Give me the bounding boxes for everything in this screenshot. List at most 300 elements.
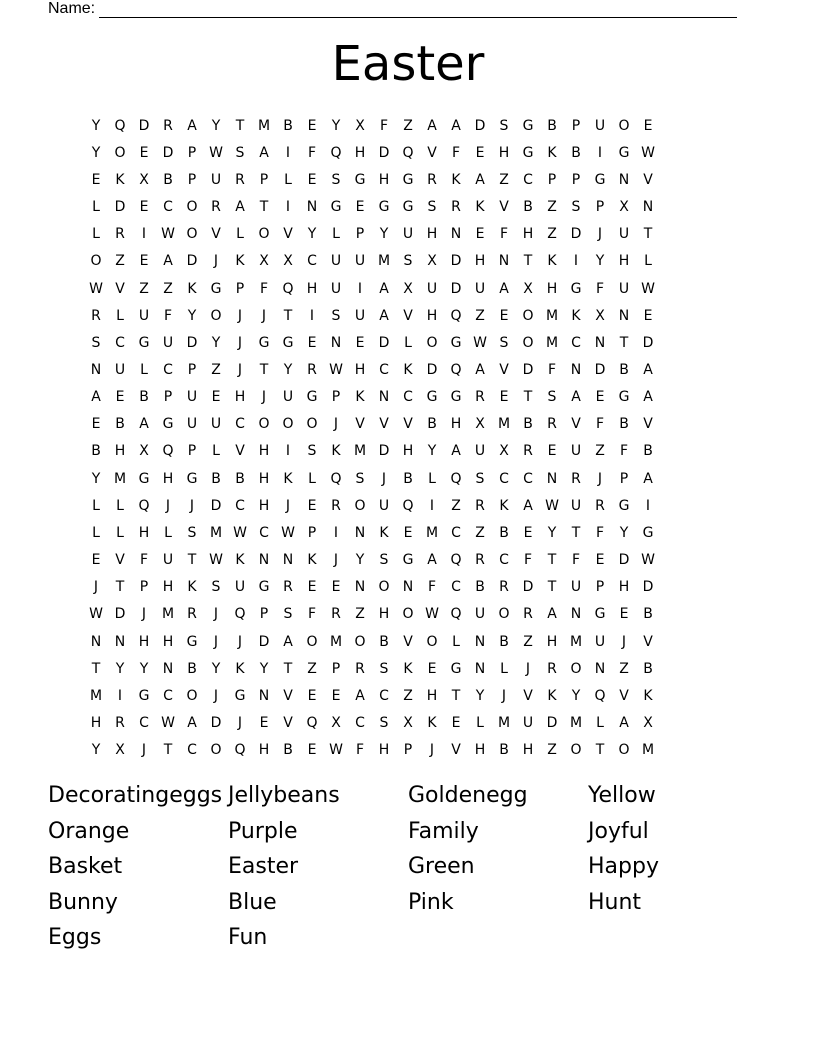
grid-letter: G (618, 497, 630, 514)
grid-letter: F (139, 552, 149, 569)
grid-letter: R (523, 606, 533, 623)
grid-letter: Q (330, 470, 342, 487)
grid-letter: N (114, 633, 126, 650)
word-list-item: Yellow (588, 783, 656, 808)
grid-letter: X (499, 443, 509, 460)
grid-letter: G (426, 389, 438, 406)
grid-letter: L (116, 307, 124, 324)
grid-letter: J (213, 633, 219, 650)
grid-letter: H (546, 280, 558, 297)
grid-row (84, 193, 732, 220)
grid-letter: A (379, 280, 389, 297)
grid-letter: J (333, 416, 339, 433)
grid-letter: J (597, 470, 603, 487)
grid-letter: X (643, 715, 653, 732)
grid-letter: I (141, 226, 147, 243)
word-list-item: Hunt (588, 889, 642, 915)
grid-row (84, 112, 732, 139)
grid-letter: L (116, 497, 124, 514)
grid-letter: V (115, 280, 125, 297)
grid-letter: E (475, 226, 485, 243)
grid-letter: F (595, 280, 605, 297)
word-list-item: Purple (228, 818, 298, 844)
grid-letter: D (642, 579, 654, 596)
grid-letter: C (523, 470, 533, 487)
grid-letter: Q (450, 606, 462, 623)
grid-letter: E (91, 171, 101, 188)
grid-letter: U (330, 253, 342, 270)
grid-letter: W (161, 226, 175, 243)
grid-letter: K (235, 253, 245, 270)
grid-letter: L (404, 334, 412, 351)
grid-letter: N (354, 579, 366, 596)
grid-letter: V (643, 416, 653, 433)
grid-letter: A (643, 389, 653, 406)
grid-letter: U (210, 171, 222, 188)
grid-row (84, 302, 732, 329)
grid-letter: S (379, 660, 389, 677)
grid-letter: J (141, 606, 147, 623)
grid-letter: U (138, 307, 150, 324)
grid-letter: C (139, 715, 149, 732)
grid-letter: G (450, 334, 462, 351)
grid-letter: H (450, 416, 462, 433)
grid-letter: W (89, 280, 103, 297)
grid-letter: E (499, 389, 509, 406)
grid-letter: D (378, 443, 390, 460)
grid-letter: M (569, 715, 583, 732)
grid-letter: L (596, 715, 604, 732)
grid-row (84, 329, 732, 356)
grid-letter: L (164, 524, 172, 541)
grid-letter: A (643, 470, 653, 487)
grid-letter: J (237, 715, 243, 732)
grid-letter: K (235, 660, 245, 677)
grid-letter: J (261, 307, 267, 324)
grid-letter: V (571, 416, 581, 433)
grid-letter: E (475, 144, 485, 161)
grid-letter: C (115, 334, 125, 351)
grid-letter: E (307, 687, 317, 704)
grid-letter: W (641, 280, 655, 297)
grid-row (84, 492, 732, 519)
grid-letter: Z (619, 660, 629, 677)
grid-letter: Q (234, 742, 246, 759)
grid-letter: U (570, 579, 582, 596)
grid-letter: G (354, 171, 366, 188)
grid-letter: P (259, 606, 269, 623)
grid-letter: L (236, 226, 244, 243)
grid-letter: D (546, 715, 558, 732)
grid-letter: U (378, 497, 390, 514)
grid-letter: D (522, 361, 534, 378)
grid-letter: W (641, 552, 655, 569)
grid-letter: R (283, 579, 293, 596)
grid-letter: A (427, 552, 437, 569)
grid-letter: N (306, 199, 318, 216)
grid-letter: V (403, 633, 413, 650)
grid-letter: V (619, 687, 629, 704)
grid-letter: H (522, 742, 534, 759)
word-list-item: Happy (588, 854, 659, 879)
grid-letter: O (522, 307, 534, 324)
grid-letter: E (331, 579, 341, 596)
grid-letter: H (546, 633, 558, 650)
grid-letter: Y (283, 361, 293, 378)
grid-letter: B (91, 443, 101, 460)
grid-letter: C (307, 253, 317, 270)
grid-letter: V (499, 199, 509, 216)
grid-letter: T (283, 307, 293, 324)
grid-letter: K (379, 524, 389, 541)
grid-letter: N (282, 552, 294, 569)
grid-letter: U (474, 443, 486, 460)
grid-letter: R (475, 497, 485, 514)
grid-letter: J (621, 633, 627, 650)
grid-letter: C (571, 334, 581, 351)
grid-letter: U (186, 416, 198, 433)
grid-letter: Z (475, 307, 485, 324)
grid-letter: U (354, 307, 366, 324)
grid-letter: H (162, 633, 174, 650)
grid-letter: L (92, 497, 100, 514)
grid-letter: V (499, 361, 509, 378)
grid-letter: O (186, 226, 198, 243)
grid-letter: M (329, 633, 343, 650)
grid-letter: Y (355, 552, 365, 569)
grid-letter: T (619, 334, 629, 351)
grid-letter: N (378, 389, 390, 406)
grid-letter: H (618, 579, 630, 596)
grid-letter: V (211, 226, 221, 243)
grid-letter: G (330, 199, 342, 216)
grid-letter: E (139, 199, 149, 216)
grid-letter: S (403, 253, 413, 270)
grid-letter: Y (307, 226, 317, 243)
grid-letter: S (427, 199, 437, 216)
grid-letter: U (618, 280, 630, 297)
grid-letter: P (571, 171, 581, 188)
grid-letter: Y (91, 470, 101, 487)
grid-letter: E (307, 497, 317, 514)
word-list-item: Decoratingeggs (48, 783, 223, 808)
grid-letter: W (233, 524, 247, 541)
grid-row (84, 356, 732, 383)
grid-letter: T (451, 687, 461, 704)
grid-letter: U (618, 226, 630, 243)
grid-letter: K (547, 253, 557, 270)
grid-letter: Y (211, 660, 221, 677)
grid-letter: F (451, 144, 461, 161)
grid-letter: Z (595, 443, 605, 460)
grid-letter: L (92, 226, 100, 243)
grid-letter: H (306, 280, 318, 297)
grid-letter: S (499, 117, 509, 134)
grid-letter: E (595, 389, 605, 406)
grid-letter: U (114, 361, 126, 378)
grid-letter: D (378, 334, 390, 351)
grid-letter: G (402, 199, 414, 216)
grid-letter: A (427, 117, 437, 134)
grid-letter: M (641, 742, 655, 759)
grid-letter: L (500, 660, 508, 677)
grid-letter: C (163, 361, 173, 378)
grid-letter: E (403, 524, 413, 541)
grid-letter: Q (450, 307, 462, 324)
grid-letter: L (92, 524, 100, 541)
grid-letter: N (162, 660, 174, 677)
grid-letter: M (161, 606, 175, 623)
grid-letter: F (571, 552, 581, 569)
grid-letter: A (259, 144, 269, 161)
grid-letter: L (140, 361, 148, 378)
grid-letter: V (523, 687, 533, 704)
grid-letter: X (403, 280, 413, 297)
grid-letter: R (547, 416, 557, 433)
grid-letter: N (354, 524, 366, 541)
grid-letter: J (237, 307, 243, 324)
grid-letter: A (91, 389, 101, 406)
grid-letter: T (259, 361, 269, 378)
grid-letter: G (138, 470, 150, 487)
grid-letter: W (329, 742, 343, 759)
grid-letter: P (355, 226, 365, 243)
grid-letter: G (138, 334, 150, 351)
grid-letter: P (571, 117, 581, 134)
grid-letter: X (475, 416, 485, 433)
grid-letter: R (187, 606, 197, 623)
grid-letter: G (402, 171, 414, 188)
grid-letter: H (618, 253, 630, 270)
grid-letter: S (355, 470, 365, 487)
grid-letter: E (547, 443, 557, 460)
grid-letter: F (379, 117, 389, 134)
grid-letter: V (235, 443, 245, 460)
grid-letter: B (475, 579, 485, 596)
letter-grid (84, 112, 732, 764)
grid-letter: C (187, 742, 197, 759)
word-list (48, 780, 768, 958)
grid-letter: X (259, 253, 269, 270)
grid-letter: D (186, 334, 198, 351)
grid-letter: T (571, 524, 581, 541)
grid-letter: N (570, 361, 582, 378)
grid-letter: V (283, 226, 293, 243)
grid-letter: F (547, 361, 557, 378)
grid-letter: P (235, 280, 245, 297)
grid-letter: H (426, 307, 438, 324)
grid-letter: K (499, 497, 509, 514)
grid-letter: Y (187, 307, 197, 324)
grid-letter: G (258, 334, 270, 351)
grid-letter: B (115, 416, 125, 433)
grid-letter: Z (547, 226, 557, 243)
grid-letter: B (187, 660, 197, 677)
grid-letter: R (307, 361, 317, 378)
grid-letter: N (642, 199, 654, 216)
word-list-item: Basket (48, 854, 123, 879)
grid-letter: L (308, 470, 316, 487)
grid-letter: S (547, 389, 557, 406)
grid-letter: R (475, 552, 485, 569)
grid-letter: Z (211, 361, 221, 378)
grid-letter: S (331, 307, 341, 324)
grid-letter: Y (259, 660, 269, 677)
grid-letter: C (379, 687, 389, 704)
grid-letter: S (475, 470, 485, 487)
grid-letter: I (357, 280, 363, 297)
grid-letter: O (282, 416, 294, 433)
grid-letter: I (285, 144, 291, 161)
grid-letter: Z (139, 280, 149, 297)
grid-letter: D (138, 117, 150, 134)
grid-letter: X (595, 307, 605, 324)
grid-letter: Z (403, 117, 413, 134)
grid-letter: N (570, 606, 582, 623)
grid-letter: W (473, 334, 487, 351)
grid-row (84, 655, 732, 682)
grid-letter: M (113, 470, 127, 487)
grid-letter: P (619, 470, 629, 487)
grid-letter: G (282, 334, 294, 351)
grid-letter: D (162, 144, 174, 161)
grid-letter: S (235, 144, 245, 161)
grid-row (84, 628, 732, 655)
grid-letter: L (284, 171, 292, 188)
grid-letter: J (261, 389, 267, 406)
grid-letter: K (403, 660, 413, 677)
grid-letter: E (523, 524, 533, 541)
word-list-item: Jellybeans (228, 783, 340, 808)
grid-letter: S (331, 171, 341, 188)
grid-letter: R (523, 443, 533, 460)
grid-letter: U (330, 280, 342, 297)
grid-letter: E (307, 579, 317, 596)
grid-letter: D (114, 606, 126, 623)
grid-letter: X (403, 715, 413, 732)
grid-letter: H (258, 742, 270, 759)
grid-letter: M (545, 334, 559, 351)
grid-letter: D (570, 226, 582, 243)
grid-letter: O (426, 334, 438, 351)
grid-letter: L (92, 199, 100, 216)
grid-letter: M (497, 715, 511, 732)
grid-letter: T (643, 226, 653, 243)
grid-letter: G (186, 470, 198, 487)
grid-letter: G (210, 280, 222, 297)
grid-letter: Q (114, 117, 126, 134)
grid-letter: E (307, 117, 317, 134)
grid-letter: D (618, 552, 630, 569)
grid-letter: H (378, 742, 390, 759)
grid-letter: I (573, 253, 579, 270)
grid-letter: I (333, 524, 339, 541)
grid-letter: C (451, 524, 461, 541)
grid-letter: F (307, 144, 317, 161)
grid-letter: M (377, 253, 391, 270)
grid-letter: A (283, 633, 293, 650)
grid-letter: A (643, 361, 653, 378)
grid-letter: H (402, 443, 414, 460)
grid-letter: Z (475, 524, 485, 541)
grid-letter: R (475, 389, 485, 406)
grid-letter: F (595, 524, 605, 541)
grid-letter: Y (115, 660, 125, 677)
grid-letter: T (163, 742, 173, 759)
grid-letter: M (89, 687, 103, 704)
name-label: Name: (48, 0, 96, 17)
grid-letter: H (162, 579, 174, 596)
grid-letter: N (594, 660, 606, 677)
grid-letter: O (570, 660, 582, 677)
grid-letter: G (258, 579, 270, 596)
grid-letter: J (213, 253, 219, 270)
grid-letter: R (427, 171, 437, 188)
grid-letter: G (234, 687, 246, 704)
grid-row (84, 547, 732, 574)
grid-letter: G (186, 633, 198, 650)
grid-letter: Z (163, 280, 173, 297)
grid-letter: R (547, 660, 557, 677)
grid-letter: D (450, 253, 462, 270)
grid-letter: C (451, 579, 461, 596)
grid-letter: R (595, 497, 605, 514)
grid-letter: M (497, 416, 511, 433)
word-list-item: Family (408, 818, 479, 844)
grid-letter: H (90, 715, 102, 732)
grid-letter: W (161, 715, 175, 732)
grid-row (84, 221, 732, 248)
grid-letter: B (283, 742, 293, 759)
grid-letter: A (523, 497, 533, 514)
grid-letter: M (257, 117, 271, 134)
grid-letter: H (258, 497, 270, 514)
grid-letter: J (333, 552, 339, 569)
grid-letter: R (499, 579, 509, 596)
grid-letter: A (235, 199, 245, 216)
grid-letter: U (354, 253, 366, 270)
grid-letter: K (547, 144, 557, 161)
grid-letter: Q (402, 144, 414, 161)
grid-letter: K (115, 171, 125, 188)
grid-letter: J (429, 742, 435, 759)
grid-letter: D (114, 199, 126, 216)
grid-letter: X (331, 715, 341, 732)
name-underline (99, 3, 737, 18)
grid-letter: Q (450, 361, 462, 378)
grid-letter: G (594, 171, 606, 188)
grid-letter: N (618, 171, 630, 188)
grid-letter: F (499, 226, 509, 243)
grid-letter: S (307, 443, 317, 460)
grid-letter: B (139, 389, 149, 406)
grid-letter: D (378, 144, 390, 161)
grid-letter: K (307, 552, 317, 569)
grid-letter: D (474, 117, 486, 134)
grid-letter: O (426, 633, 438, 650)
grid-letter: M (425, 524, 439, 541)
grid-letter: U (570, 443, 582, 460)
grid-letter: H (354, 361, 366, 378)
grid-letter: D (186, 253, 198, 270)
grid-letter: G (306, 389, 318, 406)
grid-letter: K (283, 470, 293, 487)
grid-letter: A (187, 117, 197, 134)
grid-letter: O (306, 416, 318, 433)
grid-letter: Y (139, 660, 149, 677)
grid-letter: A (499, 280, 509, 297)
grid-letter: B (643, 660, 653, 677)
